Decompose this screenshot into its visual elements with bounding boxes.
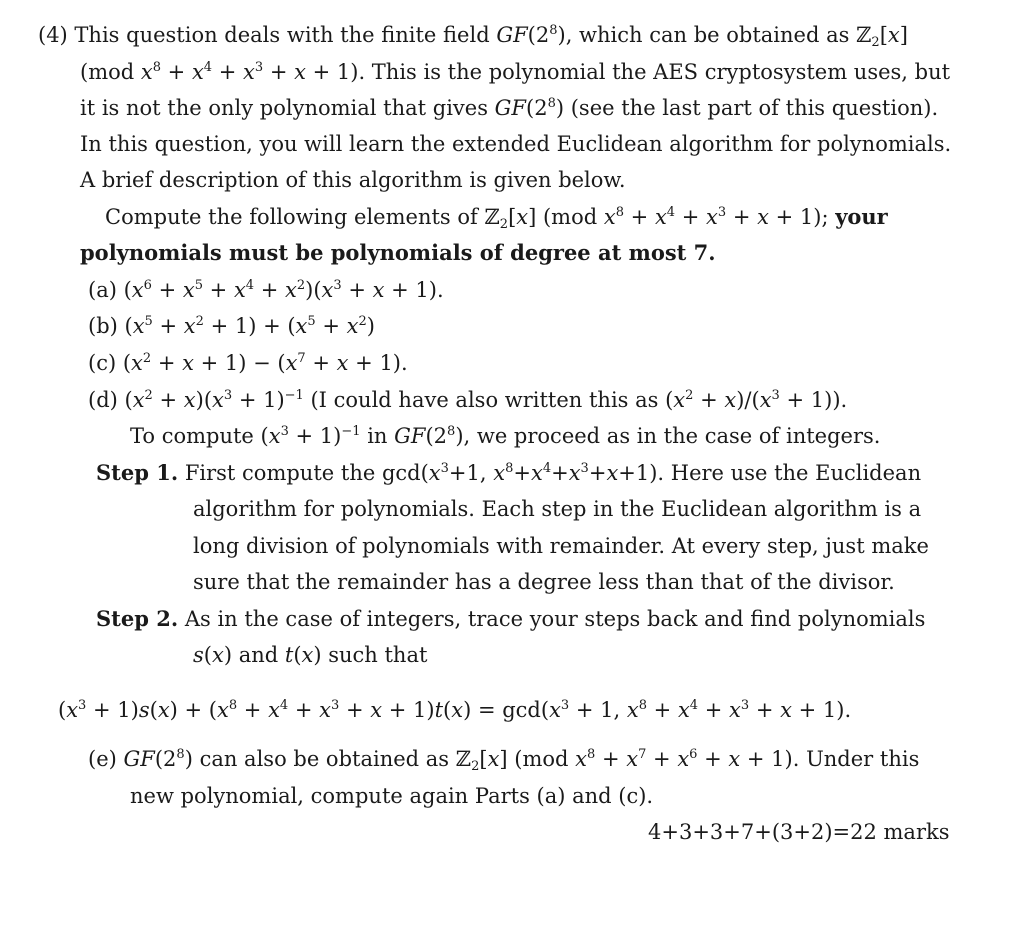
part-d: (d) $(x^2 + x)(x^3 + 1)^{-1}$ (I could have also written this as $(x^2 + x)/(x^3 + 1)$). [88, 388, 848, 412]
question-line-2: (mod $x^8 + x^4 + x^3 + x + 1$). This is the polynomial the AES cryptosystem uses, but [80, 60, 951, 84]
step-1-line-3: long division of polynomials with remainder. At every step, just make [193, 534, 929, 558]
step-2-line-1: Step 2. As in the case of integers, trace your steps back and find polynomials [96, 606, 926, 631]
part-c: (c) $(x^2 + x + 1) - (x^7 + x + 1)$. [88, 351, 408, 375]
instruction-line-2: polynomials must be polynomials of degree at most 7. [80, 240, 716, 265]
question-line-1: (4) This question deals with the finite field $GF(2^8)$, which can be obtained as ℤ$_2$[x] [38, 23, 908, 50]
step-1-line-4: sure that the remainder has a degree less than that of the divisor. [193, 570, 895, 594]
question-line-5: A brief description of this algorithm is given below. [80, 168, 626, 192]
marks-total: 4+3+3+7+(3+2)=22 marks [648, 820, 950, 844]
step-2-line-2: s(x) and t(x) such that [193, 643, 428, 667]
part-d-note: To compute $(x^3 + 1)^{-1}$ in $GF(2^8)$, we proceed as in the case of integers. [130, 424, 881, 448]
step-1-line-1: Step 1. First compute the $\gcd(x^3+1$, $x^8+x^4+x^3+x+1$). Here use the Euclidean [96, 460, 922, 485]
display-equation: $(x^3 + 1)s(x) + (x^8 + x^4 + x^3 + x + 1)t(x) = \gcd(x^3 + 1$, $x^8 + x^4 + x^3 + x + 1$). [58, 698, 852, 722]
instruction-line-1: Compute the following elements of ℤ$_2$[x] (mod $x^8 + x^4 + x^3 + x + 1$); your [105, 204, 888, 232]
part-e-line-2: new polynomial, compute again Parts (a) and (c). [130, 784, 654, 808]
part-e-line-1: (e) $GF(2^8)$ can also be obtained as ℤ$_2$[x] (mod $x^8 + x^7 + x^6 + x + 1$). Under this [88, 747, 920, 774]
part-a: (a) $(x^6 + x^5 + x^4 + x^2)(x^3 + x + 1)$. [88, 278, 444, 302]
part-b: (b) $(x^5 + x^2 + 1) + (x^5 + x^2)$ [88, 314, 375, 338]
step-1-line-2: algorithm for polynomials. Each step in the Euclidean algorithm is a [193, 497, 922, 521]
question-line-4: In this question, you will learn the extended Euclidean algorithm for polynomials. [80, 132, 952, 156]
question-line-3: it is not the only polynomial that gives $GF(2^8)$ (see the last part of this question). [80, 96, 939, 120]
